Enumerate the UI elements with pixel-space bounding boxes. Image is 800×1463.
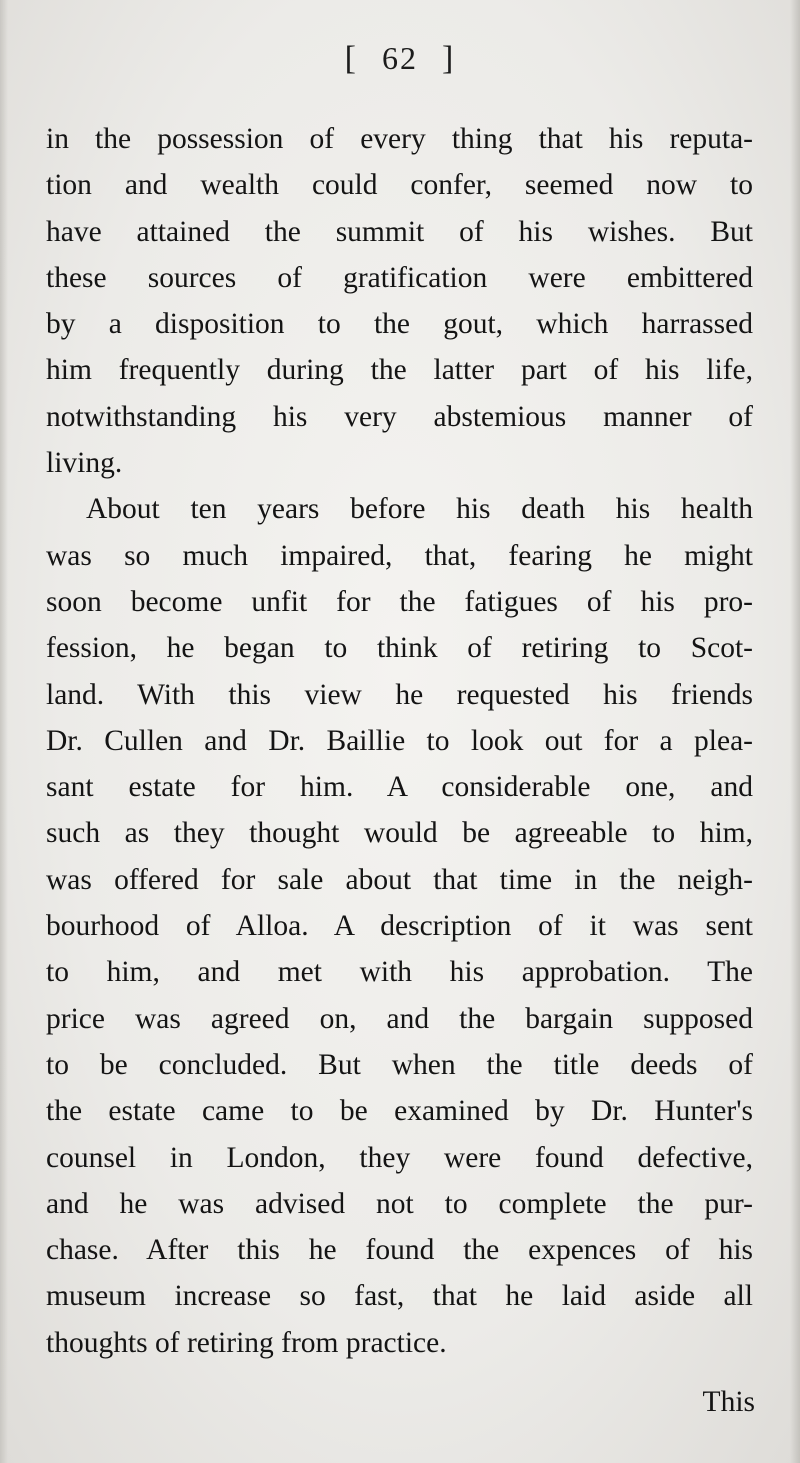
text-line: and he was advised not to complete the pur-: [46, 1187, 753, 1220]
text-line: was offered for sale about that time in the neigh-: [46, 863, 753, 896]
paragraph-2: [46, 486, 753, 1366]
text-line: fession, he began to think of retiring to Scot-: [46, 632, 753, 665]
catchword: This: [702, 1386, 755, 1418]
text-line: him frequently during the latter part of his life,: [46, 354, 753, 387]
header-right-bracket: ]: [442, 40, 456, 77]
text-line: by a disposition to the gout, which harrassed: [46, 308, 753, 341]
text-line: to be concluded. But when the title deeds of: [46, 1048, 753, 1081]
text-line: notwithstanding his very abstemious manner of: [46, 400, 753, 433]
text-line: price was agreed on, and the bargain supposed: [46, 1002, 753, 1035]
text-line: have attained the summit of his wishes. But: [46, 215, 753, 248]
text-line: About ten years before his death his health: [86, 493, 753, 526]
text-line: was so much impaired, that, fearing he might: [46, 539, 753, 572]
text-line: bourhood of Alloa. A description of it was sent: [46, 910, 753, 943]
text-line: such as they thought would be agreeable to him,: [46, 817, 753, 850]
page-header: [0, 40, 800, 78]
text-line: chase. After this he found the expences of his: [46, 1234, 753, 1267]
text-line: in the possession of every thing that his reputa-: [46, 123, 753, 155]
header-left-bracket: [: [344, 40, 358, 77]
text-line: tion and wealth could confer, seemed now to: [46, 169, 753, 202]
text-line: these sources of gratification were embittered: [46, 261, 753, 294]
body-text: [46, 116, 753, 1366]
text-line: living.: [46, 447, 123, 480]
text-line: the estate came to be examined by Dr. Hunter's: [46, 1095, 753, 1128]
text-line: counsel in London, they were found defective,: [46, 1141, 753, 1174]
text-line: sant estate for him. A considerable one, and: [46, 771, 753, 804]
text-line: soon become unfit for the fatigues of his pro-: [46, 585, 753, 618]
page-number: 62: [382, 40, 418, 76]
text-line: Dr. Cullen and Dr. Baillie to look out for a plea-: [46, 724, 753, 757]
page-edge-right: [790, 0, 800, 1463]
text-line: land. With this view he requested his friends: [46, 678, 753, 711]
text-line: thoughts of retiring from practice.: [46, 1326, 447, 1359]
paragraph-1: [46, 116, 753, 486]
page-edge-left: [0, 0, 8, 1463]
text-line: museum increase so fast, that he laid aside all: [46, 1280, 753, 1313]
text-line: to him, and met with his approbation. The: [46, 956, 753, 989]
